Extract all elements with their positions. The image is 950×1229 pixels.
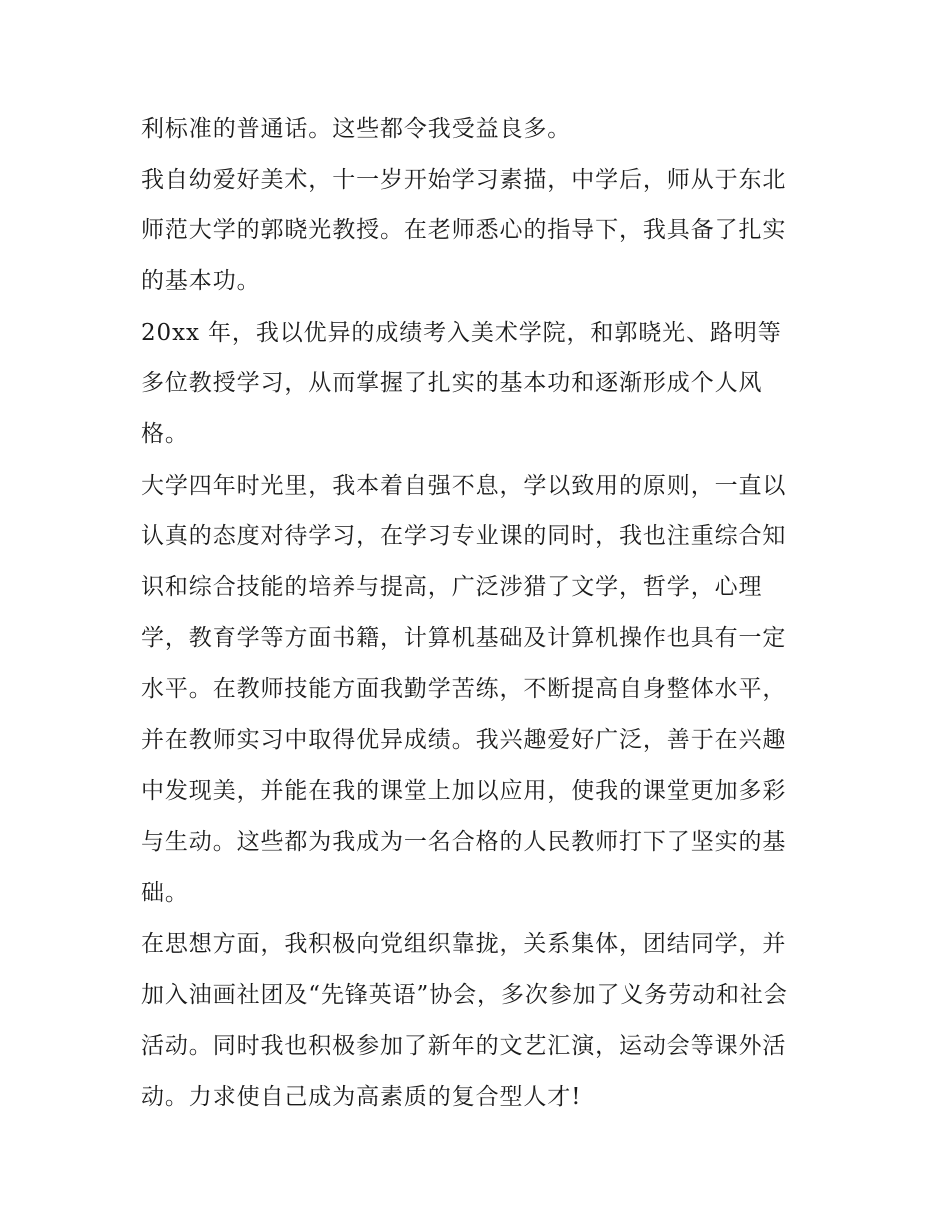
text-line: 20xx 年，我以优异的成绩考入美术学院，和郭晓光、路明等 (141, 320, 782, 346)
text-line: 的基本功。 (141, 268, 261, 294)
text-line: 格。 (141, 421, 189, 447)
text-line: 动。力求使自己成为高素质的复合型人才! (141, 1084, 582, 1110)
text-line: 识和综合技能的培养与提高，广泛涉猎了文学，哲学，心理 (141, 574, 763, 600)
text-line: 大学四年时光里，我本着自强不息，学以致用的原则，一直以 (141, 473, 787, 499)
text-line: 学，教育学等方面书籍，计算机基础及计算机操作也具有一定 (141, 625, 787, 651)
text-line: 与生动。这些都为我成为一名合格的人民教师打下了坚实的基 (141, 829, 787, 855)
text-line: 加入油画社团及“先锋英语”协会，多次参加了义务劳动和社会 (141, 982, 788, 1008)
text-line: 并在教师实习中取得优异成绩。我兴趣爱好广泛，善于在兴趣 (141, 727, 787, 753)
text-line: 多位教授学习，从而掌握了扎实的基本功和逐渐形成个人风 (141, 370, 763, 396)
text-line: 利标准的普通话。这些都令我受益良多。 (141, 116, 572, 142)
text-line: 在思想方面，我积极向党组织靠拢，关系集体，团结同学，并 (141, 931, 787, 957)
text-line: 础。 (141, 880, 189, 906)
text-line: 活动。同时我也积极参加了新年的文艺汇演，运动会等课外活 (141, 1033, 787, 1059)
text-line: 中发现美，并能在我的课堂上加以应用，使我的课堂更加多彩 (141, 778, 787, 804)
text-line: 水平。在教师技能方面我勤学苦练，不断提高自身整体水平， (141, 676, 787, 702)
text-line: 我自幼爱好美术，十一岁开始学习素描，中学后，师从于东北 (141, 167, 787, 193)
text-line: 认真的态度对待学习，在学习专业课的同时，我也注重综合知 (141, 523, 787, 549)
text-line: 师范大学的郭晓光教授。在老师悉心的指导下，我具备了扎实 (141, 217, 787, 243)
